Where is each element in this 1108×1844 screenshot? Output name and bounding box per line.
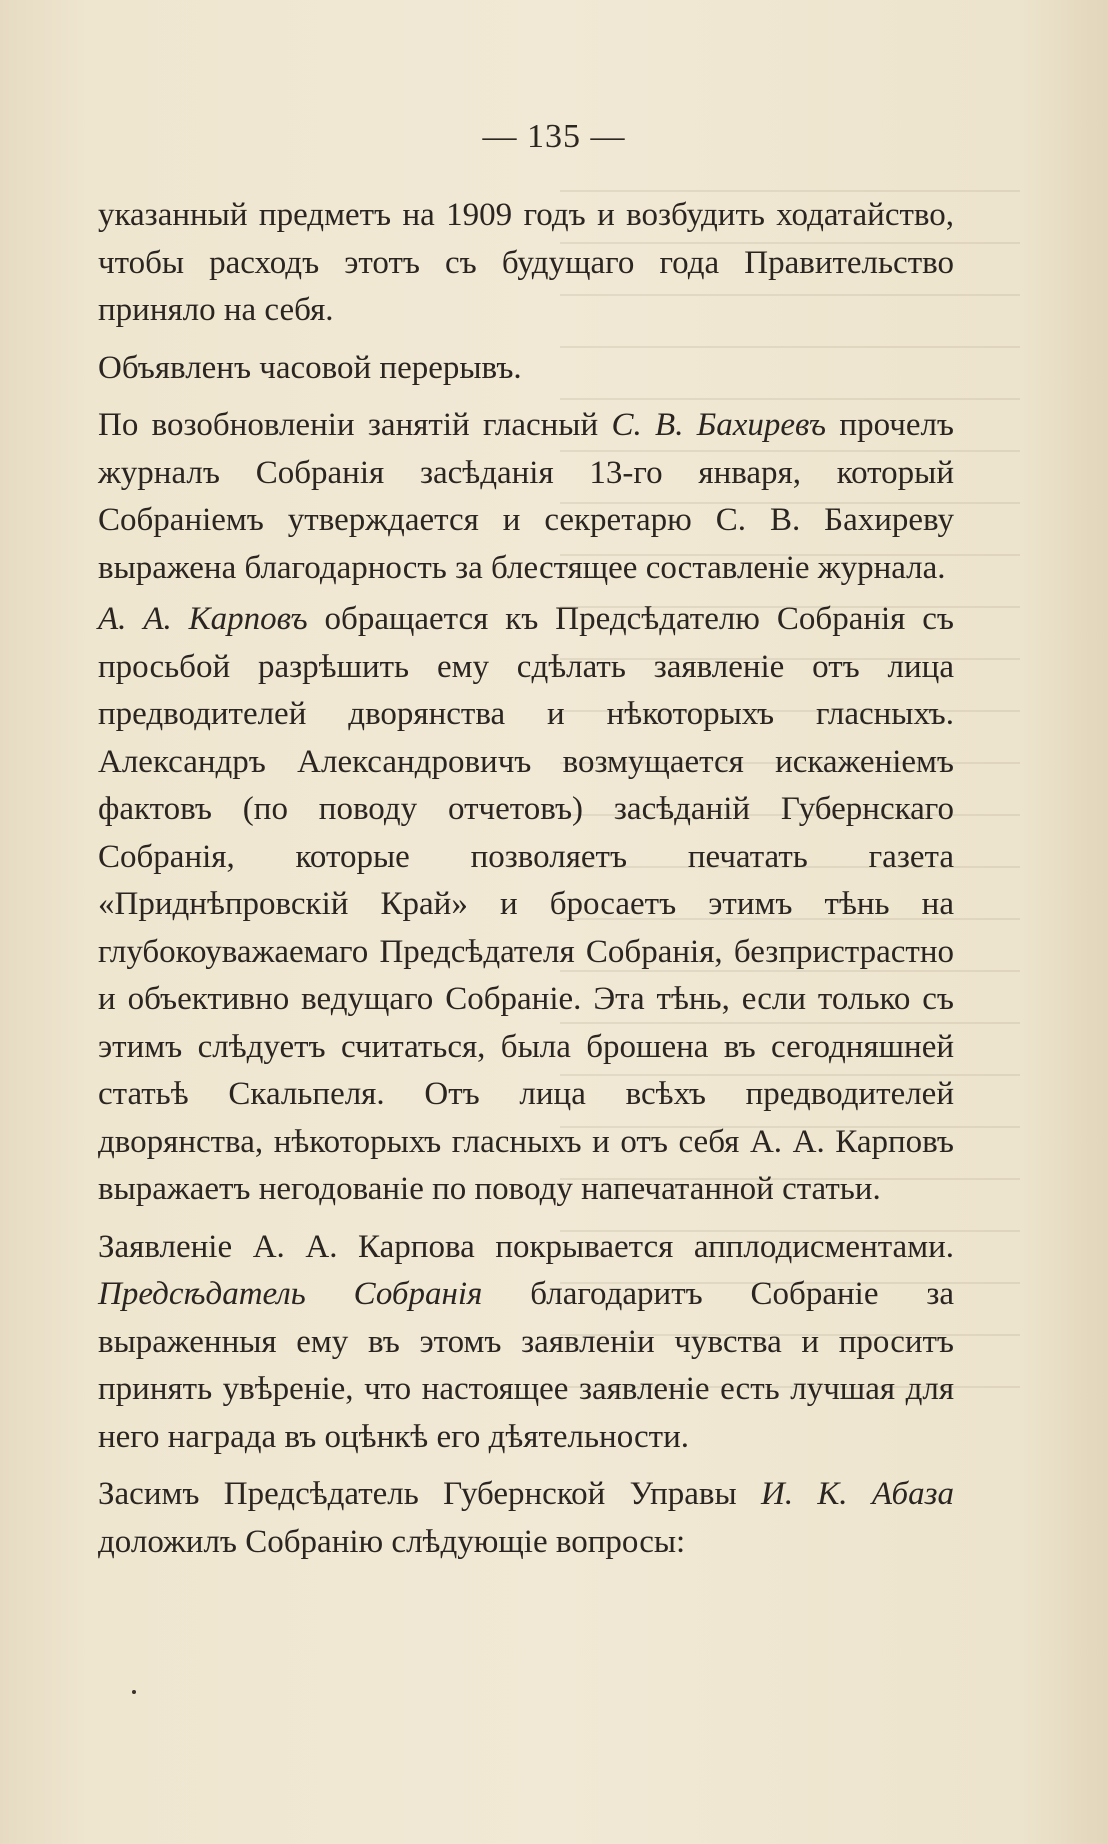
italic-name: А. А. Карповъ	[98, 601, 308, 637]
paragraph	[98, 1224, 954, 1462]
text-run: Заявленіе А. А. Карпова покрывается апплодисментами.	[98, 1228, 954, 1265]
text-run: обращается къ Предсѣдателю Собранія съ просьбой разрѣшить ему сдѣлать заявленіе отъ лица предводителей дворянства и нѣкоторыхъ гласныхъ. Александръ Александровичъ возмущается искаженіемъ фактовъ (по поводу отчетовъ) засѣданій Губернскаго Собранія, которые позволяетъ печатать газета «Приднѣпровскій Край» и бросаетъ этимъ тѣнь на глубокоуважаемаго Предсѣдателя Собранія, безпристрастно и объективно ведущаго Собраніе. Эта тѣнь, если только съ этимъ слѣдуетъ считаться, была брошена въ сегодняшней статьѣ Скальпеля. Отъ лица всѣхъ предводителей дворянства, нѣкоторыхъ гласныхъ и отъ себя А. А. Карповъ выражаетъ негодованіе по поводу напечатанной статьи.	[98, 601, 954, 1207]
text-run: По возобновленіи занятій гласный	[98, 407, 612, 443]
text-run: благодаритъ Собраніе за выраженныя ему въ этомъ заявленіи чувства и проситъ принять увѣреніе, что настоящее заявленіе есть лучшая для него награда въ оцѣнкѣ его дѣятельности.	[98, 1276, 954, 1455]
paragraph	[98, 192, 954, 335]
text-run: Объявленъ часовой перерывъ.	[98, 349, 522, 386]
paragraph	[98, 1471, 954, 1566]
text-run: прочелъ журналъ Собранія засѣданія 13-го января, который Собраніемъ утверждается и секретарю С. В. Бахиреву выражена благодарность за блестящее составленіе журнала.	[98, 407, 954, 586]
text-run: Засимъ Предсѣдатель Губернской Управы	[98, 1476, 761, 1512]
italic-name: С. В. Бахиревъ	[611, 407, 827, 443]
text-run: указанный предметъ на 1909 годъ и возбудить ходатайство, чтобы расходъ этотъ съ будущаго года Правительство приняло на себя.	[98, 197, 954, 328]
page-number: — 135 —	[482, 118, 626, 155]
italic-name: Предсѣдатель Собранія	[98, 1276, 483, 1312]
text-run: доложилъ Собранію слѣдующіе вопросы:	[98, 1523, 686, 1560]
paragraph	[98, 596, 954, 1214]
ink-speck	[132, 1690, 136, 1694]
paragraph	[98, 345, 954, 393]
italic-name: И. К. Абаза	[761, 1476, 954, 1512]
body-text	[98, 192, 954, 1574]
paragraph	[98, 402, 954, 592]
